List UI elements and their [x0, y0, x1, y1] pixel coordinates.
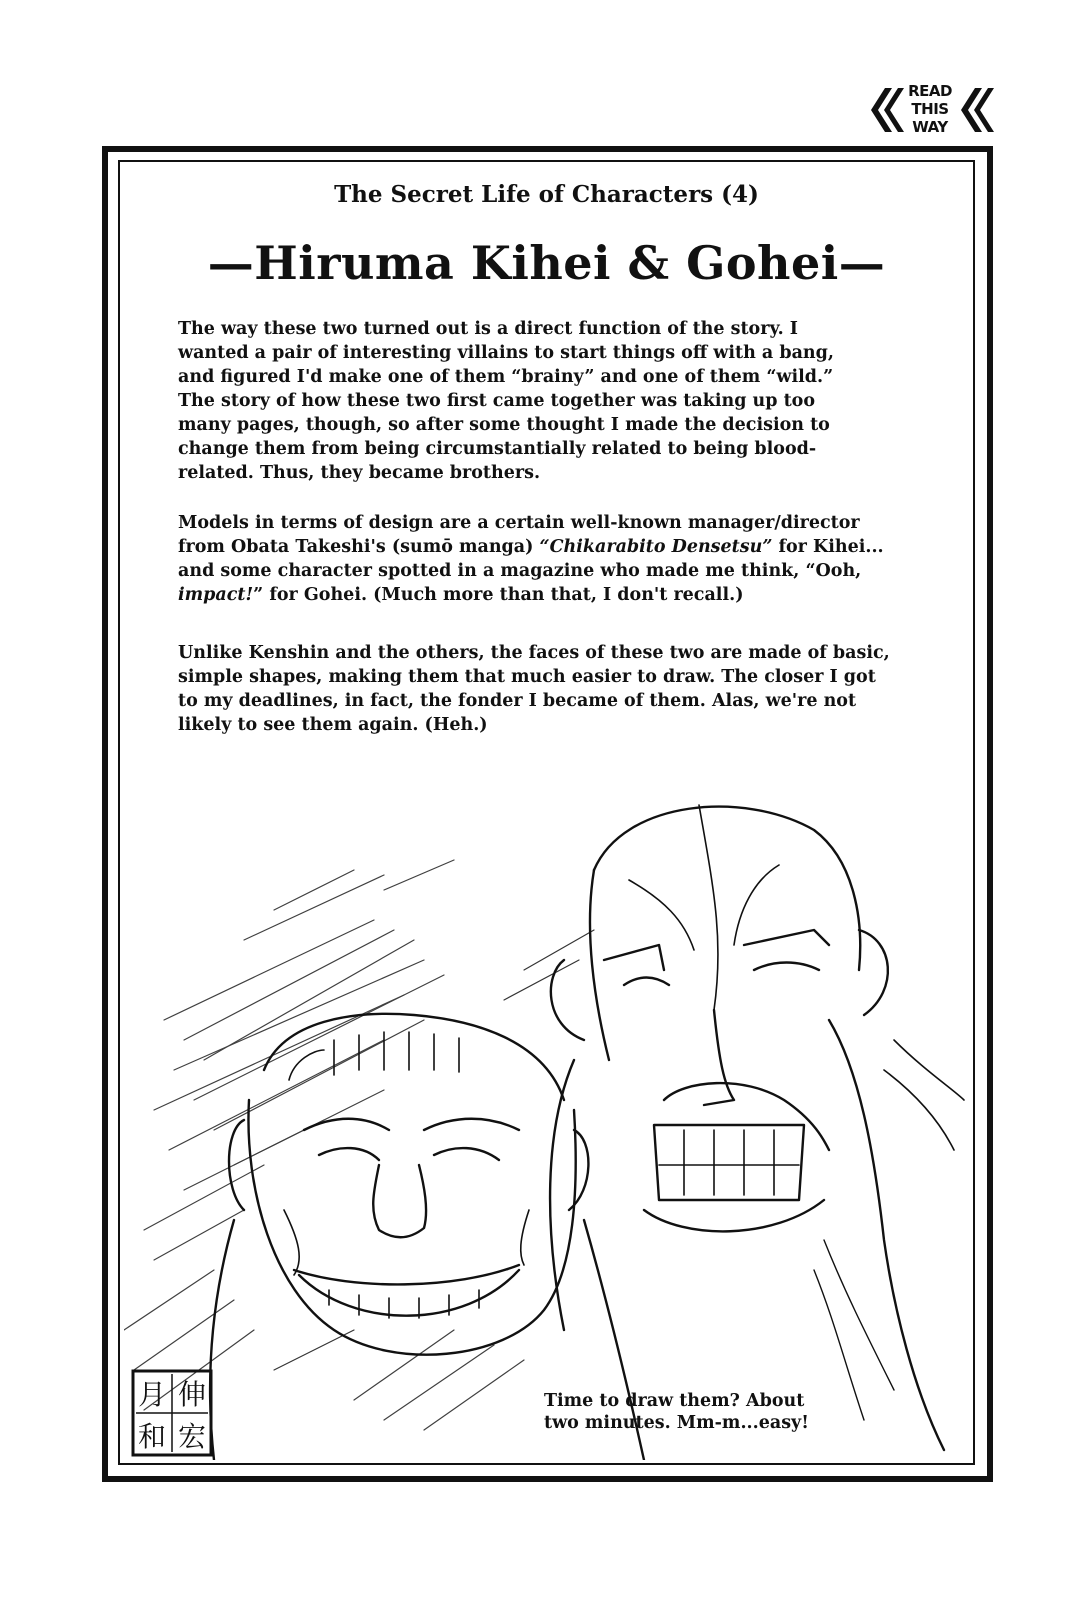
paragraph-line: Models in terms of design are a certain well-known manager/director — [178, 513, 860, 533]
paragraph-drawing-notes: Unlike Kenshin and the others, the faces of these two are made of basic, simple shapes, making them that much easier to draw. The closer I got to my deadlines, in fact, the fonder I became of them. Alas, we're not likely to see them again. (Heh.) — [178, 643, 890, 735]
seal-character: 和 — [137, 1420, 167, 1453]
seal-character: 伸 — [177, 1378, 207, 1411]
read-direction-line: THIS — [911, 100, 949, 118]
paragraph-line: ” for Gohei. (Much more than that, I don't recall.) — [253, 585, 744, 605]
paragraph-character-origin: The way these two turned out is a direct function of the story. I wanted a pair of interesting villains to start things off with a bang, and figured I'd make one of them “brainy” and one of them “wild.” The story of how these two first came together was taking up too many pages, though, so after some thought I made the decision to change them from being circumstantially related to being blood- related. Thus, they became brothers. — [178, 319, 834, 483]
read-direction-badge — [868, 80, 994, 140]
character-sketch-illustration — [124, 770, 970, 1460]
paragraph-design-models — [178, 511, 953, 607]
section-subtitle: The Secret Life of Characters (4) — [334, 181, 759, 208]
paragraph-line: and some character spotted in a magazine who made me think, “Ooh, — [178, 561, 862, 581]
paragraph-line: for Kihei... — [772, 537, 884, 557]
illustration-caption: Time to draw them? About two minutes. Mm-m...easy! — [544, 1391, 809, 1433]
seal-character: 宏 — [177, 1420, 207, 1453]
manga-title: “Chikarabito Densetsu” — [539, 537, 773, 557]
paragraph-line: from Obata Takeshi's (sumō manga) — [178, 537, 540, 557]
double-chevron-left-icon — [960, 82, 996, 138]
read-direction-text — [898, 82, 962, 136]
read-direction-line: WAY — [912, 118, 948, 136]
artist-seal-stamp — [130, 1368, 214, 1458]
emphasis-word: impact! — [178, 585, 254, 605]
page-title: —Hiruma Kihei & Gohei— — [207, 236, 886, 290]
read-direction-line: READ — [908, 82, 952, 100]
tall-brother-figure — [550, 805, 964, 1450]
seal-character: 月 — [137, 1378, 167, 1411]
